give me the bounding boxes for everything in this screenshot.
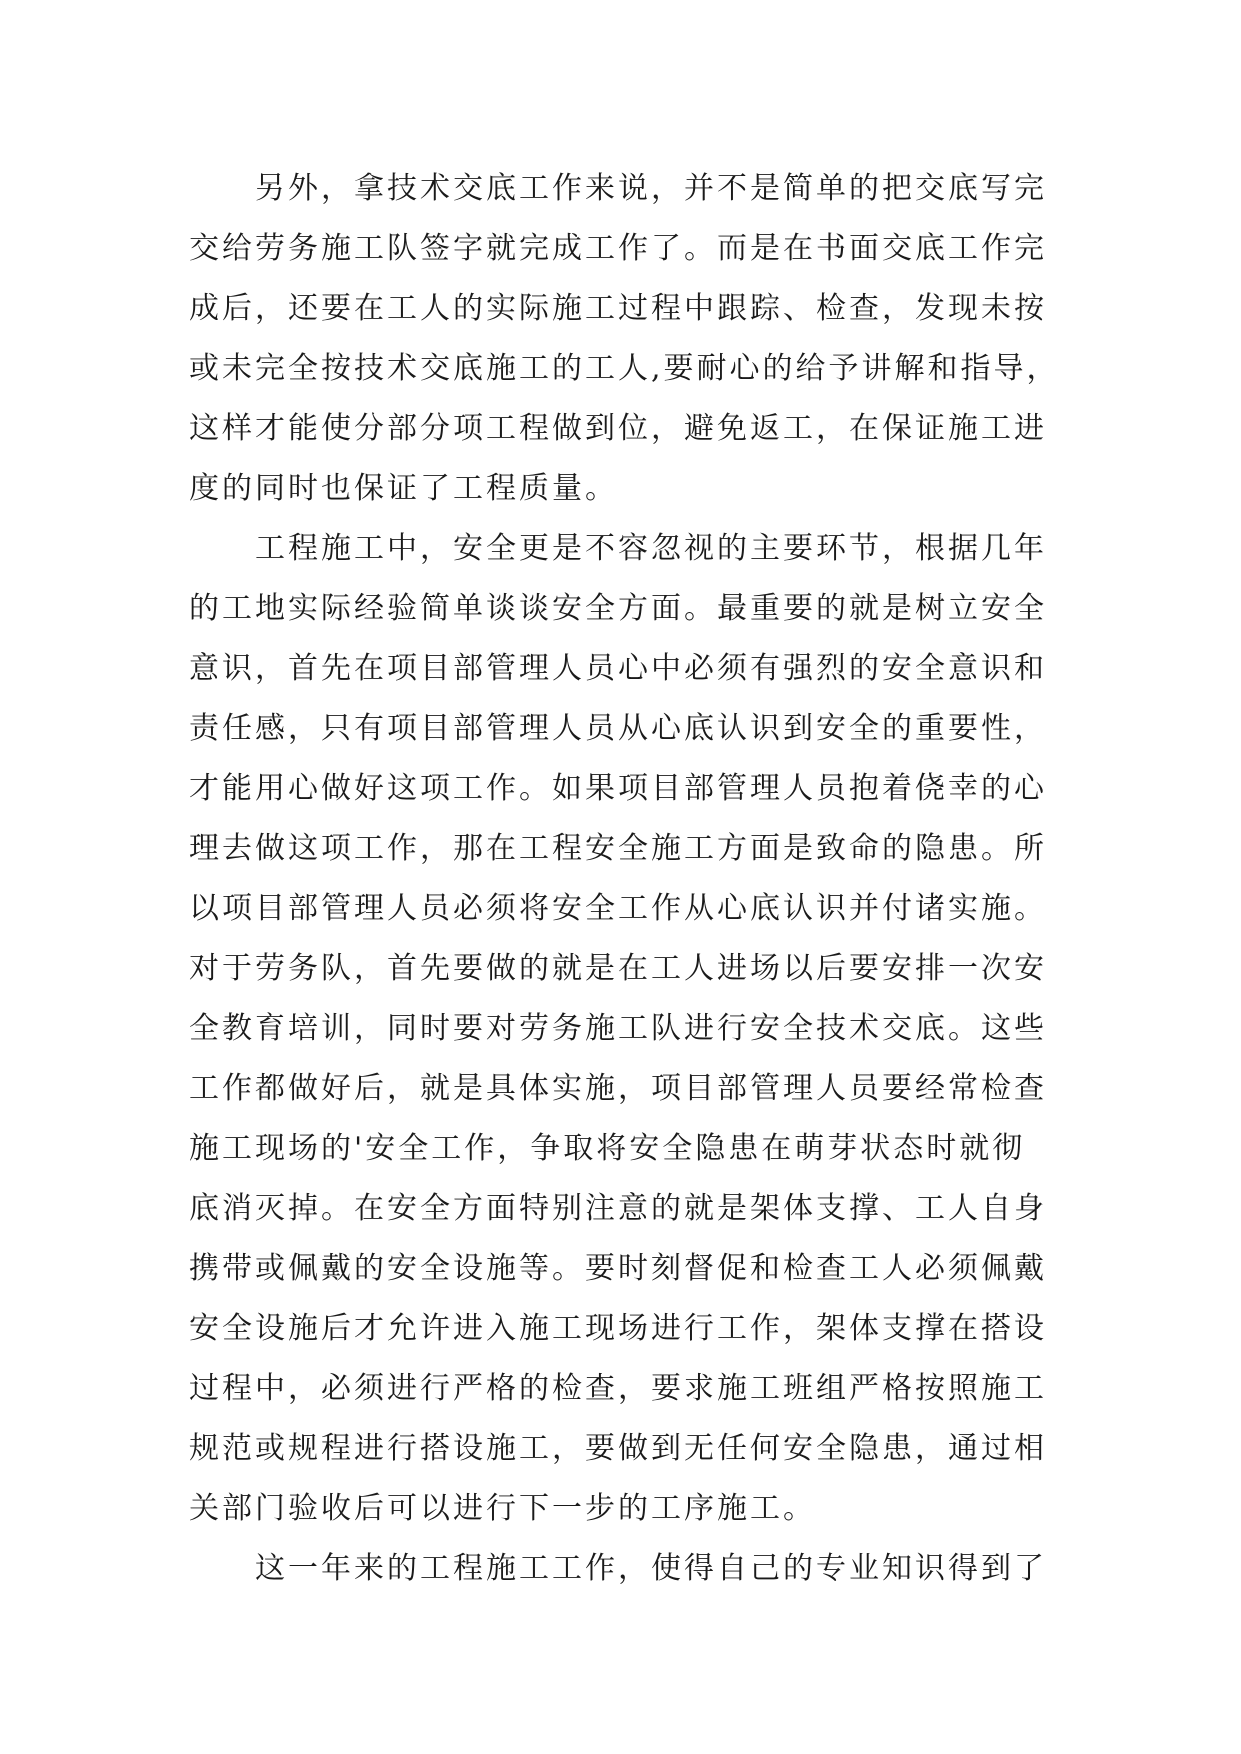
paragraph-2-line-8: 对于劳务队，首先要做的就是在工人进场以后要安排一次安 — [189, 951, 1047, 986]
paragraph-2-line-5: 才能用心做好这项工作。如果项目部管理人员抱着侥幸的心 — [189, 771, 1047, 806]
paragraph-1-line-3: 成后，还要在工人的实际施工过程中跟踪、检查，发现未按 — [189, 291, 1047, 326]
paragraph-1-line-6: 度的同时也保证了工程质量。 — [189, 471, 618, 506]
paragraph-2-line-1: 工程施工中，安全更是不容忽视的主要环节，根据几年 — [255, 531, 1047, 566]
paragraph-3-line-1: 这一年来的工程施工工作，使得自己的专业知识得到了 — [255, 1551, 1047, 1586]
paragraph-1-line-2: 交给劳务施工队签字就完成工作了。而是在书面交底工作完 — [189, 231, 1047, 266]
paragraph-2-line-17: 关部门验收后可以进行下一步的工序施工。 — [189, 1491, 816, 1526]
paragraph-1-line-5: 这样才能使分部分项工程做到位，避免返工，在保证施工进 — [189, 411, 1047, 446]
paragraph-2-line-12: 底消灭掉。在安全方面特别注意的就是架体支撑、工人自身 — [189, 1191, 1047, 1226]
paragraph-2-line-7: 以项目部管理人员必须将安全工作从心底认识并付诸实施。 — [189, 891, 1047, 926]
paragraph-2-line-10: 工作都做好后，就是具体实施，项目部管理人员要经常检查 — [189, 1071, 1047, 1106]
paragraph-2-line-3: 意识，首先在项目部管理人员心中必须有强烈的安全意识和 — [189, 651, 1047, 686]
paragraph-2-line-9: 全教育培训，同时要对劳务施工队进行安全技术交底。这些 — [189, 1011, 1047, 1046]
paragraph-2-line-2: 的工地实际经验简单谈谈安全方面。最重要的就是树立安全 — [189, 591, 1047, 626]
paragraph-2-line-16: 规范或规程进行搭设施工，要做到无任何安全隐患，通过相 — [189, 1431, 1047, 1466]
paragraph-2-line-15: 过程中，必须进行严格的检查，要求施工班组严格按照施工 — [189, 1371, 1047, 1406]
document-body — [189, 159, 1069, 1599]
paragraph-2-line-4: 责任感，只有项目部管理人员从心底认识到安全的重要性， — [189, 711, 1047, 746]
paragraph-2-line-11: 施工现场的'安全工作，争取将安全隐患在萌芽状态时就彻 — [189, 1131, 1026, 1166]
paragraph-2-line-14: 安全设施后才允许进入施工现场进行工作，架体支撑在搭设 — [189, 1311, 1047, 1346]
paragraph-1-line-1: 另外，拿技术交底工作来说，并不是简单的把交底写完 — [255, 171, 1047, 206]
paragraph-1-line-4: 或未完全按技术交底施工的工人,要耐心的给予讲解和指导， — [189, 351, 1060, 386]
paragraph-2-line-13: 携带或佩戴的安全设施等。要时刻督促和检查工人必须佩戴 — [189, 1251, 1047, 1286]
paragraph-2-line-6: 理去做这项工作，那在工程安全施工方面是致命的隐患。所 — [189, 831, 1047, 866]
